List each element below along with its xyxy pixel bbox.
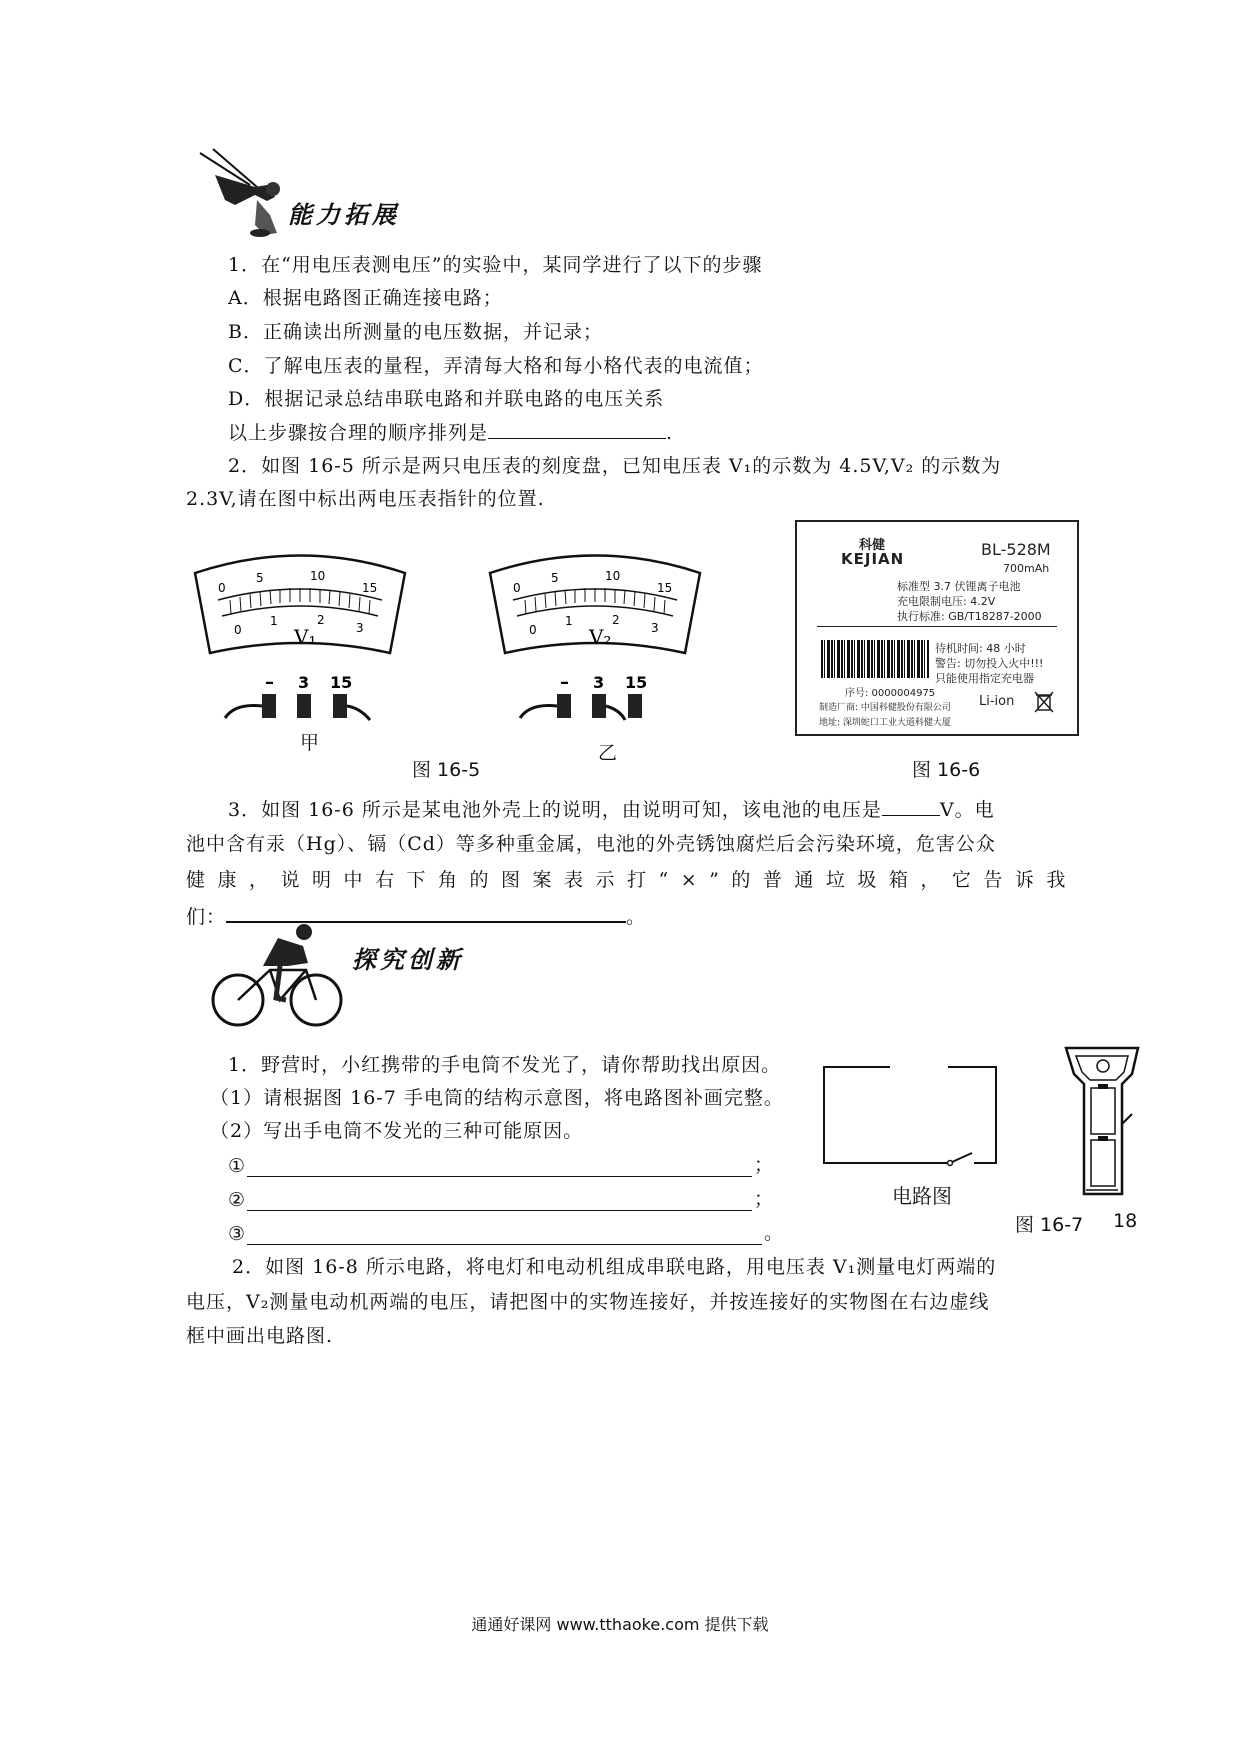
q1-order-blank[interactable] bbox=[488, 420, 666, 439]
voltmeter-1 bbox=[190, 548, 410, 738]
q1-step-a: A．根据电路图正确连接电路； bbox=[228, 287, 503, 309]
q1-order-row bbox=[228, 420, 673, 445]
cyclist-illustration bbox=[208, 918, 348, 1030]
battery-spec2: 充电限制电压: 4.2V bbox=[897, 595, 996, 608]
battery-maker: 制造厂商: 中国科健股份有限公司 bbox=[819, 703, 951, 713]
battery-divider bbox=[817, 626, 1057, 627]
q3-line4-end: 。 bbox=[626, 906, 647, 928]
meter2-lower-tick-0: 0 bbox=[529, 623, 537, 637]
meter2-terminal-minus: – bbox=[560, 672, 569, 693]
battery-label bbox=[795, 520, 1079, 736]
fig167-caption: 图 16-7 bbox=[1015, 1214, 1084, 1236]
battery-model: BL-528M bbox=[981, 540, 1051, 559]
reason-bullet-3: ③ bbox=[228, 1223, 246, 1245]
crossed-bin-icon bbox=[1033, 690, 1055, 714]
q3-line4-text: 们： bbox=[186, 906, 227, 928]
meter1-terminal-minus: – bbox=[265, 672, 274, 693]
meter2-symbol: V₂ bbox=[589, 625, 612, 649]
meter2-terminal-3: 3 bbox=[593, 673, 605, 692]
meter2-lower-tick-1: 1 bbox=[565, 614, 573, 628]
explore-q2-line1: 2．如图 16-8 所示电路，将电灯和电动机组成串联电路，用电压表 V₁测量电灯两端的 bbox=[232, 1256, 997, 1278]
meter2-name: 乙 bbox=[598, 742, 618, 764]
battery-capacity: 700mAh bbox=[1003, 562, 1050, 575]
meter2-upper-tick-10: 10 bbox=[605, 569, 621, 583]
q1-order-text: 以上步骤按合理的顺序排列是 bbox=[228, 422, 489, 444]
battery-spec1: 标准型 3.7 伏锂离子电池 bbox=[897, 580, 1021, 593]
q1-step-d: D．根据记录总结串联电路和并联电路的电压关系 bbox=[228, 388, 665, 410]
q3-line1 bbox=[228, 797, 995, 822]
reason-row-2 bbox=[228, 1184, 773, 1211]
footer-text: 通通好课网 www.tthaoke.com 提供下载 bbox=[471, 1615, 769, 1634]
battery-charger: 只能使用指定充电器 bbox=[935, 672, 1034, 685]
reason-end-3: 。 bbox=[764, 1222, 784, 1244]
reason-blank-2[interactable] bbox=[247, 1190, 752, 1211]
q3-line3: 健康，说明中右下角的图案表示打“×”的普通垃圾箱，它告诉我 bbox=[186, 869, 1078, 891]
reason-row-3 bbox=[228, 1218, 783, 1245]
circuit-label: 电路图 bbox=[892, 1184, 952, 1208]
section-title-ability: 能力拓展 bbox=[288, 201, 400, 229]
meter1-lower-tick-1: 1 bbox=[270, 614, 278, 628]
q1-order-end: . bbox=[666, 422, 674, 444]
battery-address: 地址: 深圳蛇口工业大道科健大厦 bbox=[819, 718, 951, 728]
q3-line2: 池中含有汞（Hg）、镉（Cd）等多种重金属，电池的外壳锈蚀腐烂后会污染环境，危害公众 bbox=[186, 833, 996, 855]
q1-step-c: C．了解电压表的量程，弄清每大格和每小格代表的电流值； bbox=[228, 355, 764, 377]
q2-line1: 2．如图 16-5 所示是两只电压表的刻度盘，已知电压表 V₁的示数为 4.5V,V₂ 的示数为 bbox=[228, 455, 1002, 477]
q1-stem: 1．在“用电压表测电压”的实验中，某同学进行了以下的步骤 bbox=[228, 254, 763, 276]
battery-type: Li-ion bbox=[979, 694, 1015, 709]
fig165-caption: 图 16-5 bbox=[412, 759, 481, 781]
q2-line2: 2.3V,请在图中标出两电压表指针的位置. bbox=[186, 488, 545, 510]
battery-serial: 序号: 0000004975 bbox=[845, 688, 936, 699]
meter2-terminal-15: 15 bbox=[625, 673, 648, 692]
q3-voltage-blank[interactable] bbox=[882, 797, 940, 816]
reason-blank-1[interactable] bbox=[247, 1156, 752, 1177]
battery-brand-cn: 科健 bbox=[859, 538, 886, 553]
battery-brand-en: KEJIAN bbox=[841, 550, 905, 568]
q3-line1-text: 3．如图 16-6 所示是某电池外壳上的说明，由说明可知，该电池的电压是 bbox=[228, 799, 882, 821]
meter2-lower-tick-3: 3 bbox=[651, 621, 659, 635]
explore-q2-line2: 电压，V₂测量电动机两端的电压，请把图中的实物连接好，并按连接好的实物图在右边虚线 bbox=[186, 1291, 990, 1313]
gymnast-illustration bbox=[195, 145, 295, 240]
meter1-lower-tick-2: 2 bbox=[317, 613, 325, 627]
meter2-lower-tick-2: 2 bbox=[612, 613, 620, 627]
q1-step-b: B．正确读出所测量的电压数据，并记录； bbox=[228, 321, 603, 343]
meter1-terminal-15: 15 bbox=[330, 673, 353, 692]
explore-q2-line3: 框中画出电路图. bbox=[186, 1325, 334, 1347]
meter2-upper-tick-5: 5 bbox=[551, 571, 559, 585]
barcode bbox=[821, 640, 929, 678]
meter2-upper-tick-0: 0 bbox=[513, 581, 521, 595]
meter1-upper-tick-15: 15 bbox=[362, 581, 378, 595]
reason-bullet-1: ① bbox=[228, 1155, 246, 1177]
meter1-lower-tick-0: 0 bbox=[234, 623, 242, 637]
meter1-terminal-3: 3 bbox=[298, 673, 310, 692]
circuit-diagram bbox=[820, 1063, 1000, 1173]
meter1-name: 甲 bbox=[300, 732, 320, 754]
section-title-explore: 探究创新 bbox=[352, 946, 464, 974]
fig167-caption-extra: 18 bbox=[1113, 1210, 1138, 1232]
battery-spec3: 执行标准: GB/T18287-2000 bbox=[897, 610, 1042, 623]
explore-q1-part2: （2）写出手电筒不发光的三种可能原因。 bbox=[210, 1120, 584, 1142]
battery-warning: 警告: 切勿投入火中!!! bbox=[935, 657, 1044, 670]
meter1-upper-tick-0: 0 bbox=[218, 581, 226, 595]
flashlight-diagram bbox=[1062, 1044, 1142, 1202]
reason-bullet-2: ② bbox=[228, 1189, 246, 1211]
fig166-caption: 图 16-6 bbox=[912, 759, 981, 781]
voltmeter-2 bbox=[485, 548, 705, 738]
reason-end-2: ； bbox=[754, 1188, 774, 1210]
meter1-upper-tick-5: 5 bbox=[256, 571, 264, 585]
meter1-symbol: V₁ bbox=[294, 625, 317, 649]
meter2-upper-tick-15: 15 bbox=[657, 581, 673, 595]
reason-blank-3[interactable] bbox=[247, 1224, 762, 1245]
explore-q1-part1: （1）请根据图 16-7 手电筒的结构示意图，将电路图补画完整。 bbox=[210, 1087, 784, 1109]
meter1-lower-tick-3: 3 bbox=[356, 621, 364, 635]
reason-end-1: ； bbox=[754, 1154, 774, 1176]
battery-standby: 待机时间: 48 小时 bbox=[935, 642, 1026, 655]
explore-q1-stem: 1．野营时，小红携带的手电筒不发光了，请你帮助找出原因。 bbox=[228, 1054, 782, 1076]
q3-line1-end: V。电 bbox=[939, 799, 995, 821]
meter1-upper-tick-10: 10 bbox=[310, 569, 326, 583]
reason-row-1 bbox=[228, 1150, 773, 1177]
